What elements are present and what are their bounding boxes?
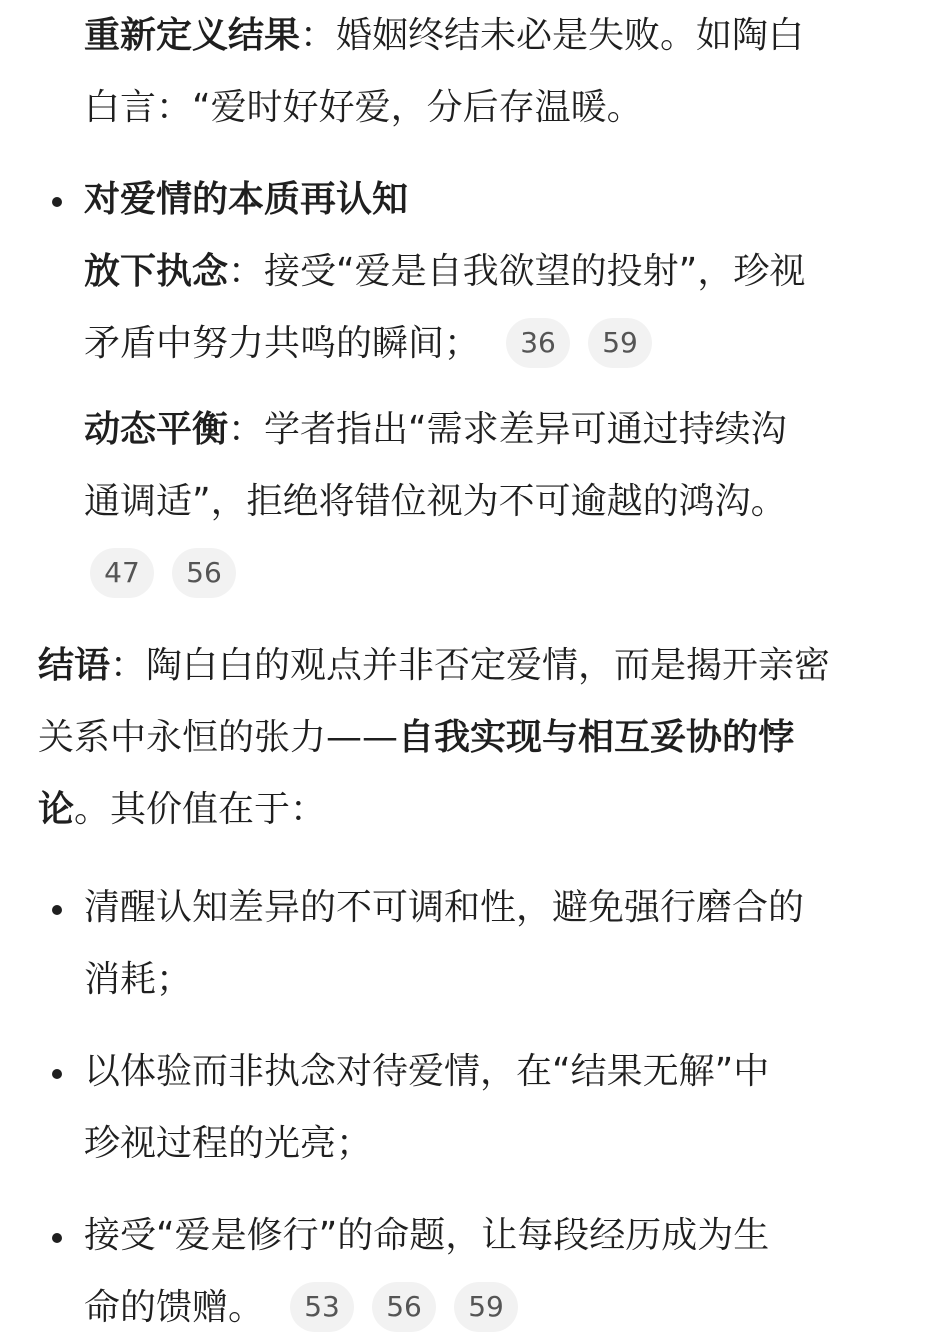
conclusion-label: 结语 <box>38 645 111 686</box>
citation-chip[interactable]: 59 <box>588 318 652 368</box>
dynamic-balance-text-line2: 通调适”，拒绝将错位视为不可逾越的鸿沟。 <box>84 481 787 522</box>
conclusion-paragraph <box>38 630 898 846</box>
let-go-label: 放下执念 <box>84 251 229 292</box>
dynamic-balance-text: ：学者指出“需求差异可通过持续沟 <box>228 409 787 450</box>
citation-chip[interactable]: 56 <box>172 548 236 598</box>
citation-chip[interactable]: 53 <box>290 1282 354 1332</box>
redefine-result-label: 重新定义结果 <box>84 15 301 56</box>
list-item-value-3 <box>38 1200 898 1344</box>
redefine-result-text: ：婚姻终结未必是失败。如陶白 <box>300 15 805 56</box>
value-3-line2: 命的馈赠。 <box>84 1287 265 1328</box>
love-essence-heading: 对爱情的本质再认知 <box>84 179 409 220</box>
citation-chip[interactable]: 36 <box>506 318 570 368</box>
let-go-text-line2: 矛盾中努力共鸣的瞬间； <box>84 323 481 364</box>
bullet-icon <box>52 197 62 207</box>
citation-row <box>84 538 898 610</box>
value-2-line1: 以体验而非执念对待爱情，在“结果无解”中 <box>84 1051 770 1092</box>
list-item-value-1 <box>38 872 898 1016</box>
conclusion-text-line2: 关系中永恒的张力—— <box>38 717 399 758</box>
value-2-line2: 珍视过程的光亮； <box>84 1123 373 1164</box>
value-1-line2: 消耗； <box>84 959 193 1000</box>
redefine-result-text-line2: 白言：“爱时好好爱，分后存温暖。 <box>84 87 643 128</box>
value-1-line1: 清醒认知差异的不可调和性，避免强行磨合的 <box>84 887 805 928</box>
conclusion-text: ：陶白白的观点并非否定爱情，而是揭开亲密 <box>110 645 831 686</box>
citation-chip[interactable]: 47 <box>90 548 154 598</box>
list-item-value-2 <box>38 1036 898 1180</box>
article-content <box>38 0 898 1344</box>
let-go-text: ：接受“爱是自我欲望的投射”，珍视 <box>228 251 806 292</box>
dynamic-balance-label: 动态平衡 <box>84 409 229 450</box>
value-3-line1: 接受“爱是修行”的命题，让每段经历成为生 <box>84 1215 770 1256</box>
bullet-icon <box>52 905 62 915</box>
citation-chip[interactable]: 56 <box>372 1282 436 1332</box>
conclusion-emphasis: 自我实现与相互妥协的悖 <box>398 717 795 758</box>
bullet-icon <box>52 1069 62 1079</box>
conclusion-text-line3: 。其价值在于： <box>74 789 327 830</box>
list-item-love-essence <box>38 164 898 610</box>
citation-chip[interactable]: 59 <box>454 1282 518 1332</box>
conclusion-emphasis-end: 论 <box>38 789 75 830</box>
bullet-icon <box>52 1233 62 1243</box>
redefine-result-paragraph <box>38 0 898 144</box>
